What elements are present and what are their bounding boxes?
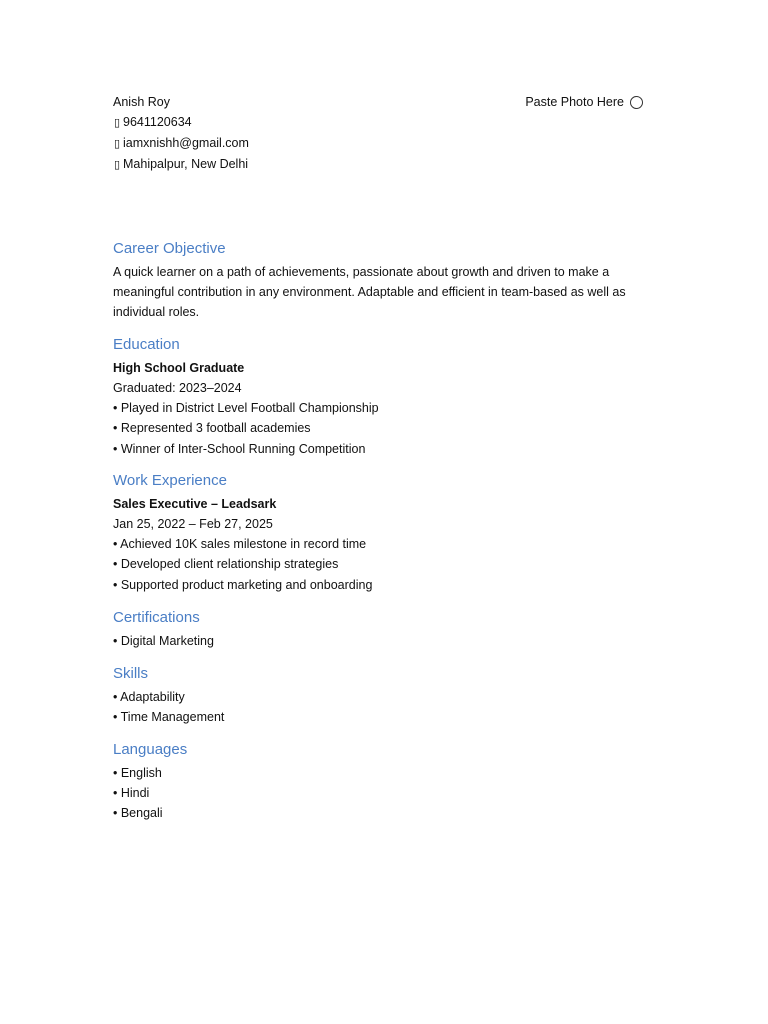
- education-item: • Played in District Level Football Championship: [113, 401, 379, 416]
- work-item: • Supported product marketing and onboarding: [113, 577, 373, 592]
- certifications-section: [113, 608, 214, 651]
- work-dates: Jan 25, 2022 – Feb 27, 2025: [113, 517, 273, 531]
- education-item: • Represented 3 football academies: [113, 421, 311, 436]
- location-icon: ▯: [113, 159, 121, 171]
- email-icon: ▯: [113, 138, 121, 150]
- education-dates: Graduated: 2023–2024: [113, 381, 242, 395]
- career-objective-text: A quick learner on a path of achievements, passionate about growth and driven to make a meaningful contribution in any environment. Adaptable and efficient in team-based as well as individual roles.: [113, 265, 626, 320]
- work-item: • Achieved 10K sales milestone in record time: [113, 537, 367, 552]
- work-role: Sales Executive – Leadsark: [113, 497, 277, 511]
- phone-icon: ▯: [113, 117, 121, 129]
- work-experience-section: [113, 471, 372, 595]
- languages-heading: Languages: [113, 741, 188, 758]
- work-item: • Developed client relationship strategies: [113, 557, 339, 572]
- certifications-heading: Certifications: [113, 609, 200, 626]
- email-line: [113, 133, 643, 154]
- photo-label: Paste Photo Here: [525, 95, 624, 109]
- skill-item: • Time Management: [113, 710, 225, 725]
- resume-header: [113, 92, 643, 212]
- phone-number: 9641120634: [123, 115, 192, 129]
- email-address: iamxnishh@gmail.com: [123, 136, 249, 150]
- skill-item: • Adaptability: [113, 690, 185, 704]
- education-heading: Education: [113, 336, 180, 353]
- language-item: • Hindi: [113, 786, 150, 801]
- education-section: [113, 335, 379, 459]
- education-degree: High School Graduate: [113, 361, 245, 375]
- language-item: • English: [113, 766, 162, 780]
- location-line: [113, 154, 643, 175]
- language-item: • Bengali: [113, 806, 163, 821]
- photo-placeholder[interactable]: [525, 92, 643, 112]
- skills-section: [113, 664, 224, 727]
- photo-circle-icon: [630, 96, 643, 109]
- work-experience-heading: Work Experience: [113, 472, 227, 489]
- location-text: Mahipalpur, New Delhi: [123, 157, 249, 171]
- certification-item: • Digital Marketing: [113, 634, 214, 648]
- career-objective-heading: Career Objective: [113, 240, 226, 257]
- education-item: • Winner of Inter-School Running Competition: [113, 441, 366, 456]
- career-objective-section: [113, 239, 643, 323]
- resume-page: [113, 92, 643, 821]
- phone-line: [113, 112, 643, 133]
- candidate-name: Anish Roy: [113, 95, 170, 109]
- languages-section: [113, 740, 187, 824]
- skills-heading: Skills: [113, 665, 149, 682]
